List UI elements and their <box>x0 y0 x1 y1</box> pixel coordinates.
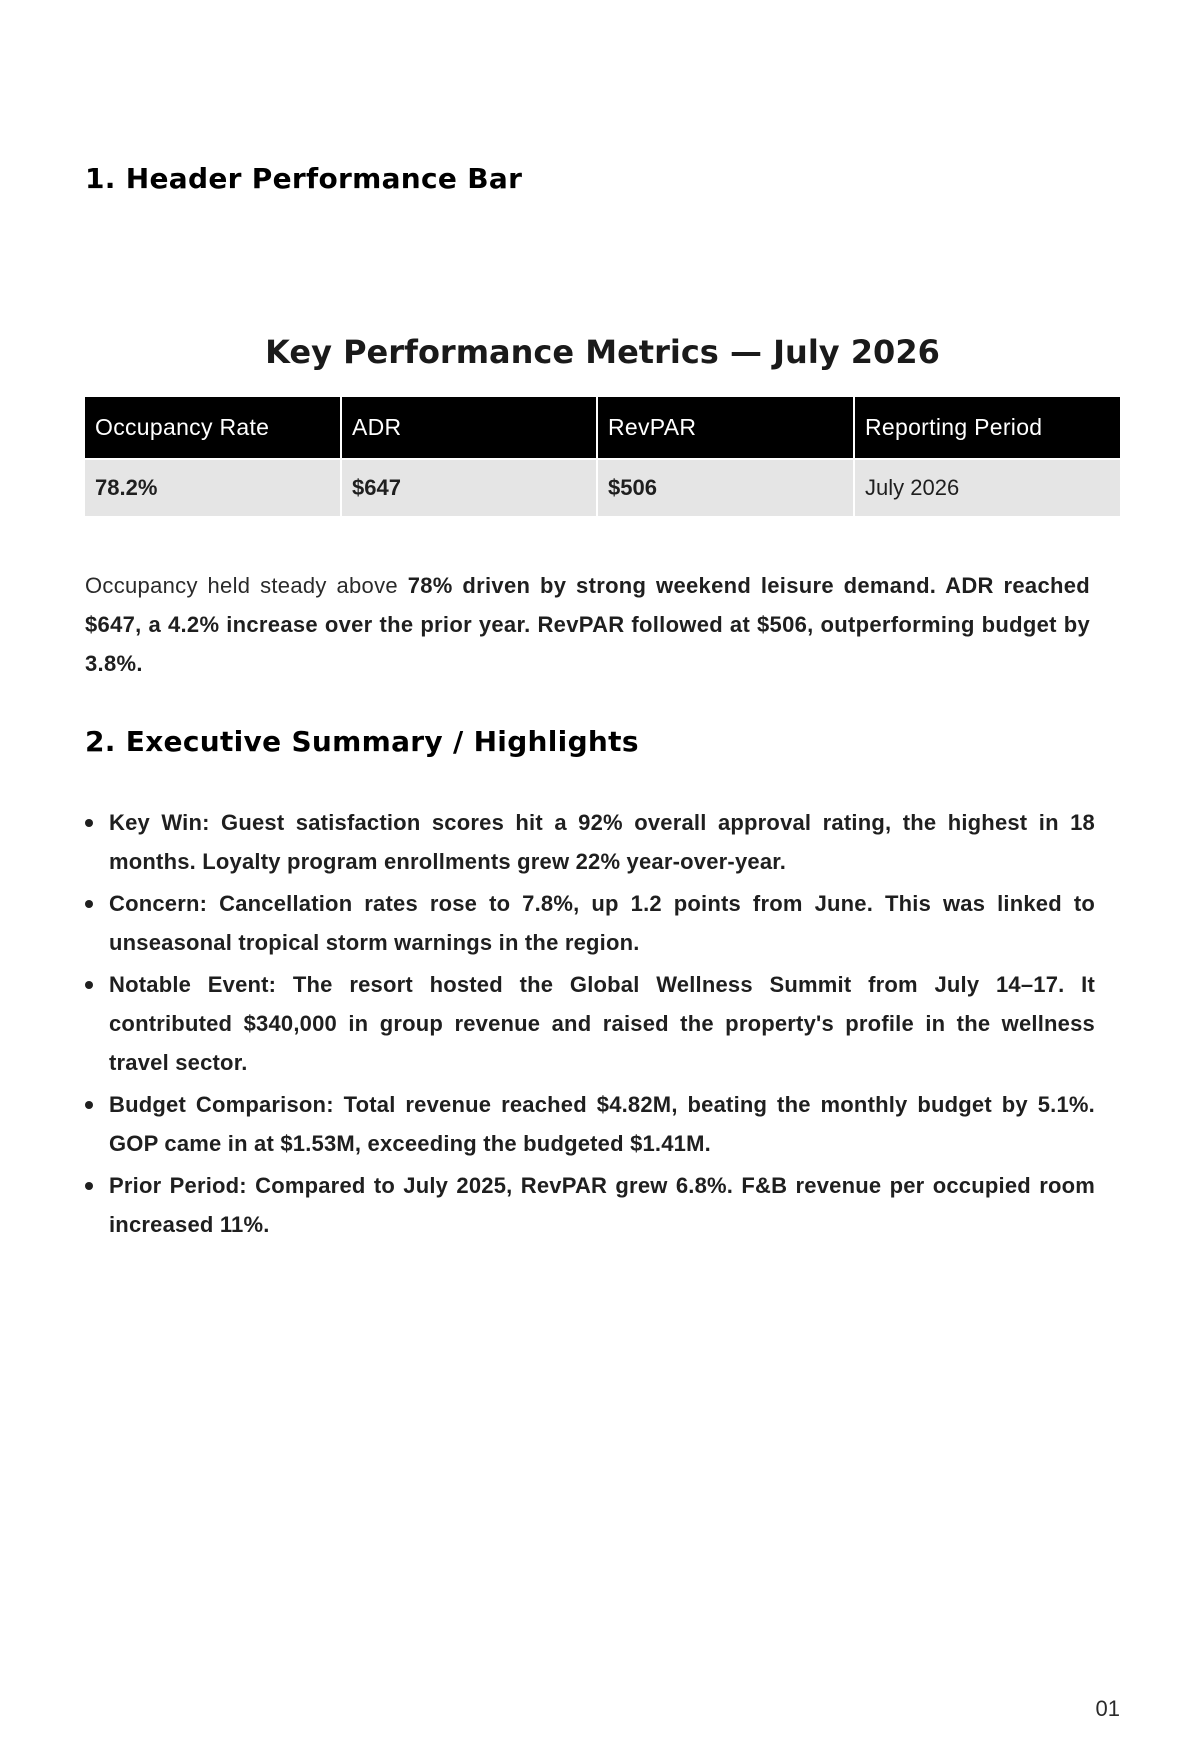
highlight-text: Budget Comparison: Total revenue reached $4.82M, beating the monthly budget by 5.1%. GOP came in at $1.53M, exceeding the budgeted $1.41M. <box>109 1092 1095 1156</box>
kpi-table <box>85 397 1120 516</box>
kpi-header-revpar: RevPAR <box>597 397 854 459</box>
kpi-header-reporting-period: Reporting Period <box>854 397 1120 459</box>
highlight-text: Key Win: Guest satisfaction scores hit a 92% overall approval rating, the highest in 18 months. Loyalty program enrollments grew 22% year-over-year. <box>109 810 1095 874</box>
list-item <box>85 884 1095 962</box>
kpi-table-header-row <box>85 397 1120 459</box>
performance-summary-paragraph <box>85 566 1090 683</box>
highlight-text: Prior Period: Compared to July 2025, RevPAR grew 6.8%. F&B revenue per occupied room increased 11%. <box>109 1173 1095 1237</box>
list-item <box>85 965 1095 1082</box>
kpi-header-occupancy-rate: Occupancy Rate <box>85 397 341 459</box>
kpi-value-occupancy-rate: 78.2% <box>85 459 341 516</box>
list-item <box>85 1166 1095 1244</box>
list-item <box>85 1085 1095 1163</box>
highlights-list <box>85 803 1095 1247</box>
bullet-icon <box>85 1101 93 1109</box>
highlight-text: Concern: Cancellation rates rose to 7.8%, up 1.2 points from June. This was linked to unseasonal tropical storm warnings in the region. <box>109 891 1095 955</box>
highlight-text: Notable Event: The resort hosted the Global Wellness Summit from July 14–17. It contributed $340,000 in group revenue and raised the property's profile in the wellness travel sector. <box>109 972 1095 1075</box>
kpi-table-title: Key Performance Metrics — July 2026 <box>265 333 940 371</box>
section-heading-executive-summary: 2. Executive Summary / Highlights <box>85 725 639 758</box>
document-page <box>85 0 1120 1754</box>
section-heading-header-performance-bar: 1. Header Performance Bar <box>85 162 523 195</box>
kpi-value-adr: $647 <box>341 459 597 516</box>
summary-lead-text: Occupancy held steady above <box>85 573 408 598</box>
table-row <box>85 459 1120 516</box>
summary-bold-text: 78% driven by strong weekend leisure demand. ADR reached $647, a 4.2% increase over the prior year. RevPAR followed at $506, outperforming budget by 3.8%. <box>85 573 1090 676</box>
bullet-icon <box>85 900 93 908</box>
kpi-value-reporting-period: July 2026 <box>854 459 1120 516</box>
list-item <box>85 803 1095 881</box>
bullet-icon <box>85 1182 93 1190</box>
kpi-header-adr: ADR <box>341 397 597 459</box>
bullet-icon <box>85 981 93 989</box>
page-number: 01 <box>1095 1696 1120 1721</box>
bullet-icon <box>85 819 93 827</box>
kpi-value-revpar: $506 <box>597 459 854 516</box>
